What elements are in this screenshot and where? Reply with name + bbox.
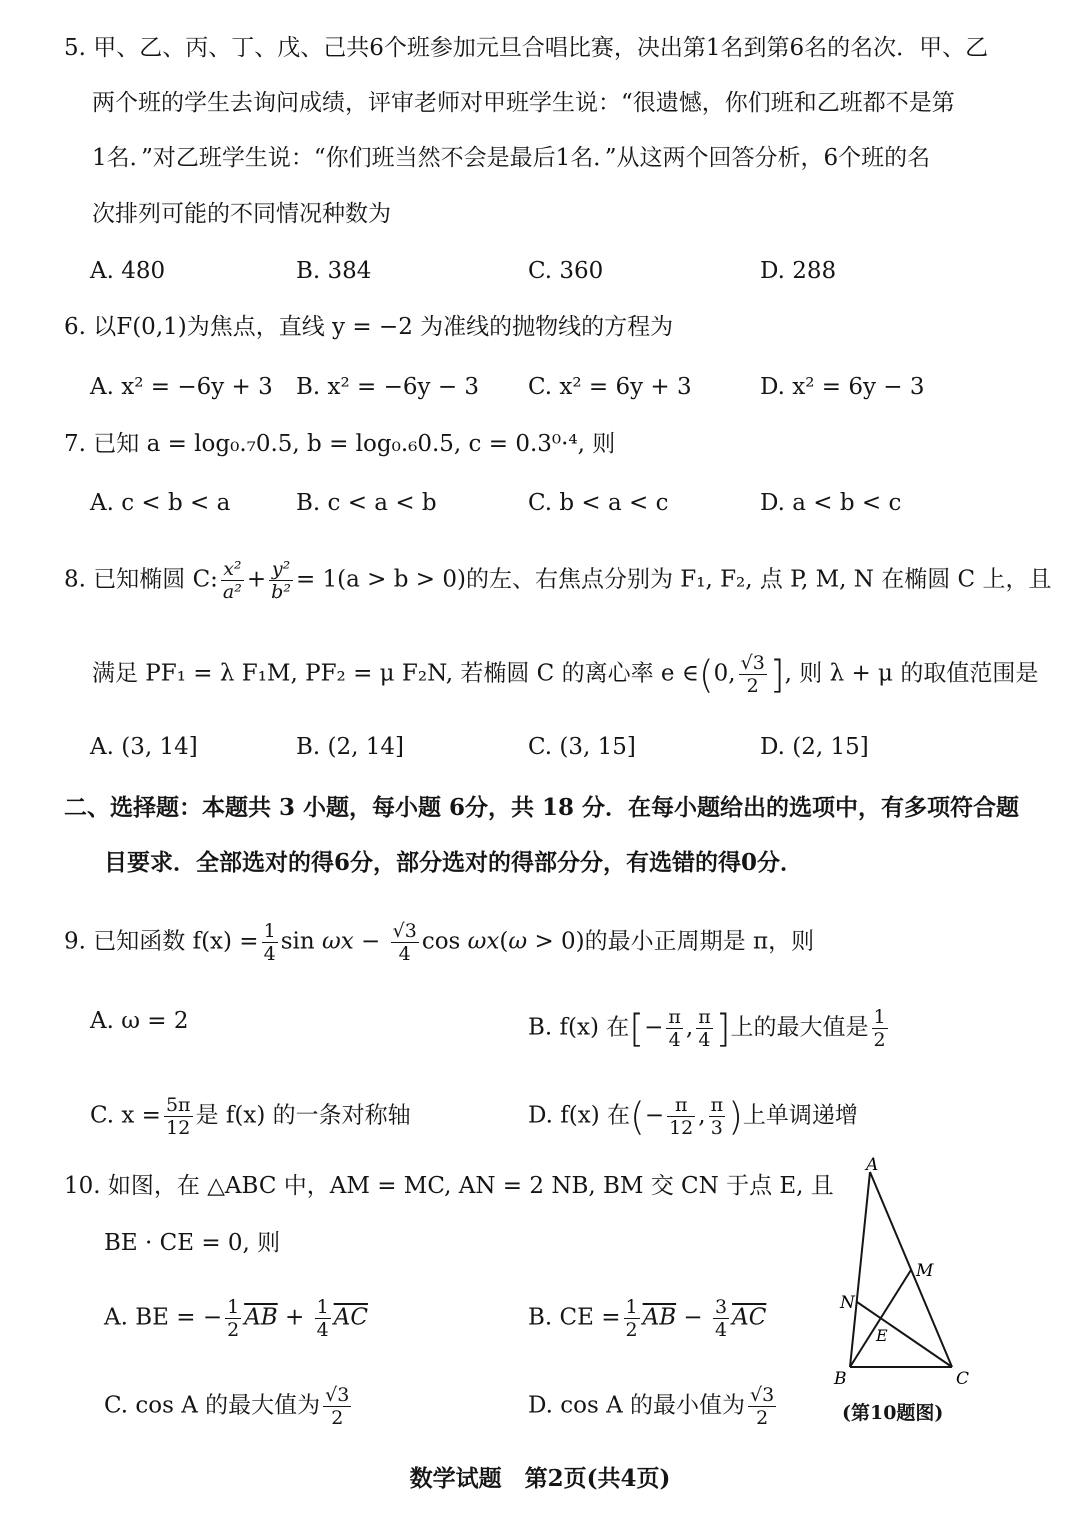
q7-option-d: D. a < b < c	[760, 490, 902, 516]
q6-option-c: C. x² = 6y + 3	[528, 374, 692, 400]
figure-caption: (第10题图)	[842, 1402, 944, 1424]
q5-line1: 5. 甲、乙、丙、丁、戊、己共6个班参加元旦合唱比赛，决出第1名到第6名的名次．甲、乙	[64, 35, 989, 61]
segment-ab	[850, 1172, 870, 1367]
q8-stem: 8. 已知椭圆 C: $\frac{\text{x²}}{\text{a²}}$ + $\frac{\text{y²}}{\text{b²}}$ = 1(a > b > 0)的左、右焦点分别为 F₁, F₂, 点 P, M, N 在椭圆 C 上，且	[64, 558, 1052, 603]
q9-c-frac: $\frac{5\pi}{12}$	[165, 1094, 191, 1139]
q8-option-a: A. (3, 14]	[90, 734, 198, 760]
q9-option-d-b: 上单调递增	[742, 1102, 858, 1129]
point-label-m: M	[916, 1261, 934, 1281]
q5-option-b: B. 384	[296, 258, 372, 284]
q8-stem-part2: (a > b > 0)的左、右焦点分别为 F₁, F₂, 点 P, M, N 在椭圆 C 上，且	[337, 566, 1052, 593]
point-label-e: E	[876, 1326, 888, 1345]
q9-option-a: A. ω = 2	[90, 1008, 189, 1034]
q10-option-a: A. BE = − $\frac{1}{2}$ $\overline{AB}$ + $\frac{1}{4}$ $\overline{AC}$	[104, 1296, 368, 1341]
q7-option-b: B. c < a < b	[296, 490, 437, 516]
q8-option-b: B. (2, 14]	[296, 734, 404, 760]
q8-condition-b: , 则 λ + μ 的取值范围是	[784, 660, 1039, 687]
q7-option-a: A. c < b < a	[90, 490, 231, 516]
q9-frac-sqrt3-4: $\frac{√3}{4}$	[392, 920, 417, 965]
q10-option-c-label: C. cos A 的最大值为	[104, 1392, 321, 1419]
q10-option-d	[528, 1384, 779, 1429]
q10-d-frac: $\frac{√3}{2}$	[750, 1384, 775, 1429]
q10-a-frac1: $\frac{1}{2}$	[227, 1296, 240, 1341]
q10-option-d-label: D. cos A 的最小值为	[528, 1392, 746, 1419]
vertex-label-a: A	[866, 1155, 879, 1175]
q9-b-frac2: $\frac{\pi}{4}$	[698, 1006, 711, 1051]
q5-line2: 两个班的学生去询问成绩，评审老师对甲班学生说：“很遗憾，你们班和乙班都不是第	[92, 90, 955, 116]
q8-option-d: D. (2, 15]	[760, 734, 869, 760]
q9-stem: 9. 已知函数 f(x) = $\frac{1}{4}$ sin ωx − $\frac{√3}{4}$ cos ωx(ω > 0)的最小正周期是 π，则	[64, 920, 815, 965]
q9-option-c	[90, 1094, 411, 1139]
q9-option-c-b: 是 f(x) 的一条对称轴	[195, 1102, 411, 1129]
q9-frac-quarter: $\frac{1}{4}$	[263, 920, 276, 965]
q6-option-d: D. x² = 6y − 3	[760, 374, 925, 400]
q6-stem: 6. 以F(0,1)为焦点，直线 y = −2 为准线的抛物线的方程为	[64, 314, 674, 340]
q6-option-b: B. x² = −6y − 3	[296, 374, 480, 400]
q10-option-b-label: B. CE =	[528, 1304, 621, 1331]
q9-suffix: 的最小正周期是 π，则	[584, 928, 815, 955]
q9-b-frac3: $\frac{1}{2}$	[873, 1006, 886, 1051]
q5-option-c: C. 360	[528, 258, 604, 284]
q7-option-c: C. b < a < c	[528, 490, 669, 516]
q10-option-b: B. CE = $\frac{1}{2}$ $\overline{AB}$ − $\frac{3}{4}$ $\overline{AC}$	[528, 1296, 767, 1341]
q6-option-a: A. x² = −6y + 3	[90, 374, 273, 400]
q8-condition-a: 满足 PF₁ = λ F₁M, PF₂ = μ F₂N, 若椭圆 C 的离心率 e ∈	[92, 660, 699, 687]
q5-option-d: D. 288	[760, 258, 837, 284]
q10-option-c	[104, 1384, 354, 1429]
q8-frac-sqrt3: $\frac{√3}{2}$	[740, 652, 765, 697]
q5-line3: 1名．”对乙班学生说：“你们班当然不会是最后1名．”从这两个回答分析，6个班的名	[92, 145, 931, 171]
point-label-n: N	[840, 1293, 855, 1313]
vertex-label-c: C	[956, 1369, 970, 1389]
q5-line4: 次排列可能的不同情况种数为	[92, 201, 391, 227]
q8-frac-y: $\frac{\text{y²}}{\text{b²}}$	[271, 558, 291, 603]
q9-option-b: B. f(x) 在[− $\frac{\pi}{4}$ , $\frac{\pi}{4}$ ]上的最大值是 $\frac{1}{2}$	[528, 1006, 886, 1051]
q9-d-frac1: $\frac{\pi}{12}$	[669, 1094, 694, 1139]
section2-heading: 二、选择题：本题共 3 小题，每小题 6分，共 18 分．在每小题给出的选项中，有多项符合题	[64, 794, 1020, 821]
section2-instructions: 目要求．全部选对的得6分，部分选对的得部分分，有选错的得0分．	[104, 849, 804, 876]
q9-prefix: 9. 已知函数 f(x) =	[64, 928, 259, 955]
q10-option-a-label: A. BE = −	[104, 1304, 223, 1331]
q9-b-frac1: $\frac{\pi}{4}$	[668, 1006, 681, 1051]
q10-line1: 10. 如图，在 △ABC 中，AM = MC, AN = 2 NB, BM 交 CN 于点 E, 且	[64, 1173, 834, 1199]
q9-option-c-a: C. x =	[90, 1102, 161, 1129]
q9-option-b-b: 上的最大值是	[730, 1014, 869, 1041]
q10-b-frac2: $\frac{3}{4}$	[715, 1296, 728, 1341]
q10-b-frac1: $\frac{1}{2}$	[625, 1296, 638, 1341]
q8-option-c: C. (3, 15]	[528, 734, 636, 760]
page-footer: 数学试题 第2页(共4页)	[409, 1465, 671, 1492]
q8-frac-x: $\frac{\text{x²}}{\text{a²}}$	[222, 558, 242, 603]
q7-stem: 7. 已知 a = log₀.₇0.5, b = log₀.₆0.5, c = 0.3⁰·⁴, 则	[64, 431, 616, 457]
vertex-label-b: B	[834, 1369, 847, 1389]
q5-option-a: A. 480	[90, 258, 166, 284]
q9-d-frac2: $\frac{\pi}{3}$	[710, 1094, 724, 1139]
q10-line2: BE · CE = 0, 则	[104, 1230, 281, 1256]
q9-option-b-a: B. f(x) 在	[528, 1014, 630, 1041]
q10-c-frac: $\frac{√3}{2}$	[325, 1384, 350, 1429]
triangle-figure	[826, 1152, 986, 1432]
q10-a-frac2: $\frac{1}{4}$	[316, 1296, 329, 1341]
q8-stem-part1: 8. 已知椭圆 C:	[64, 566, 218, 593]
q8-condition: 满足 PF₁ = λ F₁M, PF₂ = μ F₂N, 若椭圆 C 的离心率 e ∈(0, $\frac{√3}{2}$ ], 则 λ + μ 的取值范围是	[92, 652, 1039, 697]
q9-option-d: D. f(x) 在(− $\frac{\pi}{12}$ , $\frac{\pi}{3}$ )上单调递增	[528, 1094, 858, 1139]
q9-option-d-a: D. f(x) 在	[528, 1102, 630, 1129]
